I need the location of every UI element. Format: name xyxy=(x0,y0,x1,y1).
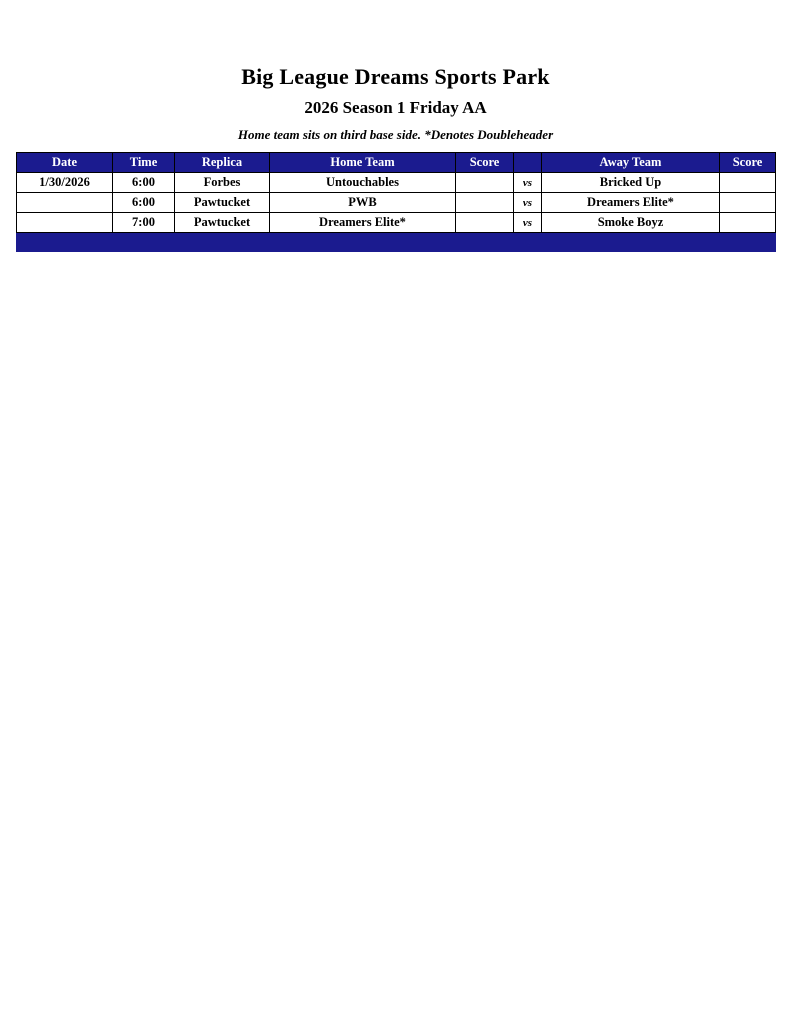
column-header-replica: Replica xyxy=(175,153,270,173)
column-header-away-team: Away Team xyxy=(542,153,720,173)
table-row xyxy=(17,193,776,213)
footer-cell xyxy=(456,233,514,252)
footer-cell xyxy=(175,233,270,252)
cell-away-team: Dreamers Elite* xyxy=(542,193,720,213)
table-body xyxy=(17,173,776,252)
cell-time: 7:00 xyxy=(113,213,175,233)
column-header-score-away: Score xyxy=(720,153,776,173)
column-header-vs xyxy=(514,153,542,173)
cell-score-home xyxy=(456,193,514,213)
page-subtitle: 2026 Season 1 Friday AA xyxy=(304,98,487,118)
cell-replica: Forbes xyxy=(175,173,270,193)
document-header xyxy=(0,0,791,143)
column-header-date: Date xyxy=(17,153,113,173)
cell-away-team: Smoke Boyz xyxy=(542,213,720,233)
cell-replica: Pawtucket xyxy=(175,213,270,233)
cell-vs: vs xyxy=(514,173,542,193)
column-header-home-team: Home Team xyxy=(270,153,456,173)
footer-cell xyxy=(514,233,542,252)
column-header-time: Time xyxy=(113,153,175,173)
schedule-table xyxy=(16,152,776,252)
footer-cell xyxy=(17,233,113,252)
table-row xyxy=(17,173,776,193)
cell-score-away xyxy=(720,193,776,213)
footer-cell xyxy=(113,233,175,252)
cell-date xyxy=(17,213,113,233)
schedule-table-container xyxy=(16,152,775,252)
cell-time: 6:00 xyxy=(113,173,175,193)
cell-time: 6:00 xyxy=(113,193,175,213)
cell-home-team: PWB xyxy=(270,193,456,213)
cell-score-away xyxy=(720,173,776,193)
page-note: Home team sits on third base side. *Denotes Doubleheader xyxy=(237,126,554,142)
page-title: Big League Dreams Sports Park xyxy=(241,64,550,89)
cell-date: 1/30/2026 xyxy=(17,173,113,193)
cell-home-team: Untouchables xyxy=(270,173,456,193)
cell-score-home xyxy=(456,213,514,233)
cell-score-away xyxy=(720,213,776,233)
column-header-score-home: Score xyxy=(456,153,514,173)
cell-vs: vs xyxy=(514,213,542,233)
cell-date xyxy=(17,193,113,213)
cell-replica: Pawtucket xyxy=(175,193,270,213)
table-header-row xyxy=(17,153,776,173)
cell-home-team: Dreamers Elite* xyxy=(270,213,456,233)
footer-cell xyxy=(270,233,456,252)
cell-score-home xyxy=(456,173,514,193)
footer-cell xyxy=(542,233,720,252)
table-row xyxy=(17,213,776,233)
cell-vs: vs xyxy=(514,193,542,213)
cell-away-team: Bricked Up xyxy=(542,173,720,193)
table-footer-band xyxy=(17,233,776,252)
footer-cell xyxy=(720,233,776,252)
